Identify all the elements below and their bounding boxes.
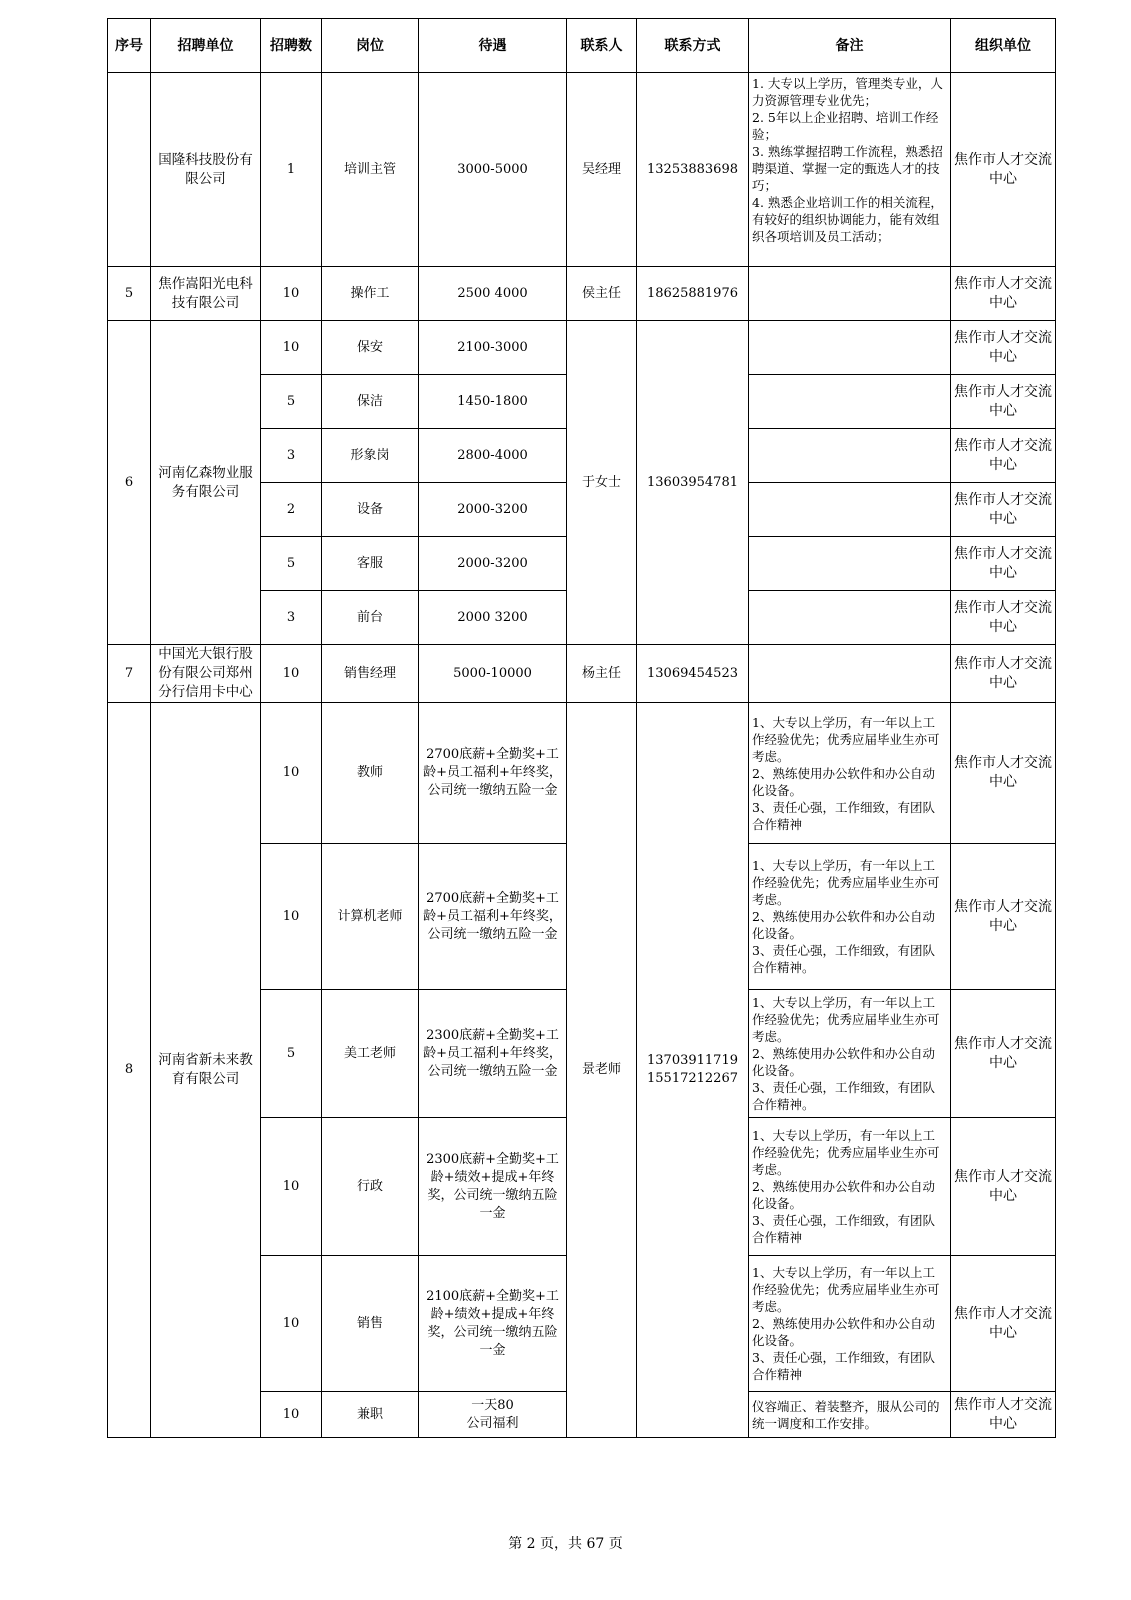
table-row: [108, 321, 1056, 375]
table-row: [108, 703, 1056, 844]
count-cell: 10: [261, 1256, 322, 1392]
count-cell: 5: [261, 537, 322, 591]
note-line: 4. 熟悉企业培训工作的相关流程，有较好的组织协调能力，能有效组织各项培训及员工活动；: [752, 195, 943, 244]
note-line: 1、大专以上学历，有一年以上工作经验优先；优秀应届毕业生亦可考虑。: [752, 1265, 940, 1314]
phone-cell: 18625881976: [637, 267, 749, 321]
contact-cell: 景老师: [567, 703, 637, 1438]
count-cell: 10: [261, 321, 322, 375]
org-cell: 焦作市人才交流中心: [951, 1392, 1056, 1438]
phone-cell: 13603954781: [637, 321, 749, 645]
count-cell: 10: [261, 844, 322, 990]
count-cell: 2: [261, 483, 322, 537]
position-cell: 计算机老师: [322, 844, 419, 990]
col-header-note: 备注: [749, 19, 951, 73]
pay-cell: 2800-4000: [419, 429, 567, 483]
seq-cell: 6: [108, 321, 151, 645]
note-cell: [749, 990, 951, 1118]
position-cell: 教师: [322, 703, 419, 844]
phone-number: 13703911719: [647, 1053, 738, 1068]
position-cell: 操作工: [322, 267, 419, 321]
note-line: 2、熟练使用办公软件和办公自动化设备。: [752, 1046, 935, 1078]
note-line: 2、熟练使用办公软件和办公自动化设备。: [752, 1179, 935, 1211]
phone-cell: 13069454523: [637, 645, 749, 703]
note-cell: [749, 483, 951, 537]
count-cell: 10: [261, 1118, 322, 1256]
note-line: 3. 熟练掌握招聘工作流程，熟悉招聘渠道、掌握一定的甄选人才的技巧；: [752, 144, 943, 193]
position-cell: 保安: [322, 321, 419, 375]
note-cell: [749, 73, 951, 267]
contact-cell: 侯主任: [567, 267, 637, 321]
org-cell: 焦作市人才交流中心: [951, 703, 1056, 844]
position-cell: 形象岗: [322, 429, 419, 483]
pay-line: 公司福利: [466, 1415, 519, 1431]
pay-line: 一天80: [471, 1397, 514, 1413]
note-line: 2、熟练使用办公软件和办公自动化设备。: [752, 765, 935, 798]
position-cell: 销售: [322, 1256, 419, 1392]
table-row: [108, 267, 1056, 321]
count-cell: 5: [261, 990, 322, 1118]
company-cell: 河南省新未来教育有限公司: [151, 703, 261, 1438]
header-row: [108, 19, 1056, 73]
contact-cell: 吴经理: [567, 73, 637, 267]
col-header-phone: 联系方式: [637, 19, 749, 73]
phone-cell: 13253883698: [637, 73, 749, 267]
org-cell: 焦作市人才交流中心: [951, 1256, 1056, 1392]
position-cell: 兼职: [322, 1392, 419, 1438]
note-line: 3、责任心强，工作细致，有团队合作精神。: [752, 943, 935, 975]
note-line: 1、大专以上学历，有一年以上工作经验优先；优秀应届毕业生亦可考虑。: [752, 714, 940, 764]
org-cell: 焦作市人才交流中心: [951, 844, 1056, 990]
org-cell: 焦作市人才交流中心: [951, 321, 1056, 375]
page-footer: 第 2 页，共 67 页: [508, 1536, 623, 1552]
pay-cell: 2500 4000: [419, 267, 567, 321]
count-cell: 5: [261, 375, 322, 429]
seq-cell: 5: [108, 267, 151, 321]
position-cell: 设备: [322, 483, 419, 537]
org-cell: 焦作市人才交流中心: [951, 429, 1056, 483]
note-line: 2. 5年以上企业招聘、培训工作经验；: [752, 110, 939, 142]
note-cell: [749, 321, 951, 375]
org-cell: 焦作市人才交流中心: [951, 1118, 1056, 1256]
org-cell: 焦作市人才交流中心: [951, 990, 1056, 1118]
table-row: [108, 73, 1056, 267]
pay-cell: 2700底薪+全勤奖+工龄+员工福利+年终奖，公司统一缴纳五险一金: [419, 703, 567, 844]
recruitment-table: [107, 18, 1056, 1438]
org-cell: 焦作市人才交流中心: [951, 645, 1056, 703]
org-cell: 焦作市人才交流中心: [951, 267, 1056, 321]
col-header-company: 招聘单位: [151, 19, 261, 73]
note-line: 仪容端正、着装整齐，服从公司的统一调度和工作安排。: [752, 1398, 940, 1431]
company-cell: 国隆科技股份有限公司: [151, 73, 261, 267]
company-cell: 河南亿森物业服务有限公司: [151, 321, 261, 645]
position-cell: 销售经理: [322, 645, 419, 703]
note-line: 1、大专以上学历，有一年以上工作经验优先；优秀应届毕业生亦可考虑。: [752, 995, 940, 1044]
org-cell: 焦作市人才交流中心: [951, 483, 1056, 537]
pay-cell: 3000-5000: [419, 73, 567, 267]
note-line: 3、责任心强，工作细致，有团队合作精神: [752, 1350, 935, 1382]
org-cell: 焦作市人才交流中心: [951, 73, 1056, 267]
note-cell: [749, 1256, 951, 1392]
count-cell: 10: [261, 703, 322, 844]
count-cell: 3: [261, 429, 322, 483]
note-line: 1. 大专以上学历，管理类专业，人力资源管理专业优先；: [752, 76, 943, 108]
contact-cell: 杨主任: [567, 645, 637, 703]
pay-cell: 2000 3200: [419, 591, 567, 645]
note-line: 3、责任心强，工作细致，有团队合作精神: [752, 1213, 935, 1245]
pay-cell: 1450-1800: [419, 375, 567, 429]
col-header-count: 招聘数: [261, 19, 322, 73]
col-header-contact: 联系人: [567, 19, 637, 73]
note-cell: [749, 645, 951, 703]
org-cell: 焦作市人才交流中心: [951, 591, 1056, 645]
count-cell: 3: [261, 591, 322, 645]
phone-number: 15517212267: [647, 1071, 738, 1086]
seq-cell: [108, 73, 151, 267]
count-cell: 10: [261, 267, 322, 321]
position-cell: 培训主管: [322, 73, 419, 267]
table-row: [108, 645, 1056, 703]
pay-cell: 2300底薪+全勤奖+工龄+员工福利+年终奖，公司统一缴纳五险一金: [419, 990, 567, 1118]
position-cell: 客服: [322, 537, 419, 591]
note-cell: [749, 429, 951, 483]
col-header-seq: 序号: [108, 19, 151, 73]
note-cell: [749, 1118, 951, 1256]
note-cell: [749, 537, 951, 591]
count-cell: 10: [261, 1392, 322, 1438]
seq-cell: 8: [108, 703, 151, 1438]
col-header-pay: 待遇: [419, 19, 567, 73]
note-cell: [749, 591, 951, 645]
note-line: 3、责任心强，工作细致，有团队合作精神。: [752, 1080, 935, 1112]
contact-cell: 于女士: [567, 321, 637, 645]
position-cell: 美工老师: [322, 990, 419, 1118]
pay-cell: 2700底薪+全勤奖+工龄+员工福利+年终奖，公司统一缴纳五险一金: [419, 844, 567, 990]
note-cell: [749, 1392, 951, 1438]
position-cell: 前台: [322, 591, 419, 645]
company-cell: 焦作嵩阳光电科技有限公司: [151, 267, 261, 321]
org-cell: 焦作市人才交流中心: [951, 537, 1056, 591]
pay-cell: 2000-3200: [419, 537, 567, 591]
note-cell: [749, 844, 951, 990]
count-cell: 10: [261, 645, 322, 703]
pay-cell: 2000-3200: [419, 483, 567, 537]
note-cell: [749, 267, 951, 321]
company-cell: 中国光大银行股份有限公司郑州分行信用卡中心: [151, 645, 261, 703]
col-header-position: 岗位: [322, 19, 419, 73]
note-line: 2、熟练使用办公软件和办公自动化设备。: [752, 1316, 935, 1348]
note-cell: [749, 375, 951, 429]
position-cell: 保洁: [322, 375, 419, 429]
org-cell: 焦作市人才交流中心: [951, 375, 1056, 429]
seq-cell: 7: [108, 645, 151, 703]
pay-cell: [419, 1392, 567, 1438]
pay-cell: 2100-3000: [419, 321, 567, 375]
note-cell: [749, 703, 951, 844]
pay-cell: 2300底薪+全勤奖+工龄+绩效+提成+年终奖，公司统一缴纳五险一金: [419, 1118, 567, 1256]
pay-cell: 5000-10000: [419, 645, 567, 703]
pay-cell: 2100底薪+全勤奖+工龄+绩效+提成+年终奖，公司统一缴纳五险一金: [419, 1256, 567, 1392]
phone-cell: [637, 703, 749, 1438]
position-cell: 行政: [322, 1118, 419, 1256]
count-cell: 1: [261, 73, 322, 267]
col-header-org: 组织单位: [951, 19, 1056, 73]
note-line: 1、大专以上学历，有一年以上工作经验优先；优秀应届毕业生亦可考虑。: [752, 1128, 940, 1177]
note-line: 2、熟练使用办公软件和办公自动化设备。: [752, 909, 935, 941]
note-line: 1、大专以上学历，有一年以上工作经验优先；优秀应届毕业生亦可考虑。: [752, 858, 940, 907]
note-line: 3、责任心强，工作细致，有团队合作精神: [752, 799, 935, 832]
